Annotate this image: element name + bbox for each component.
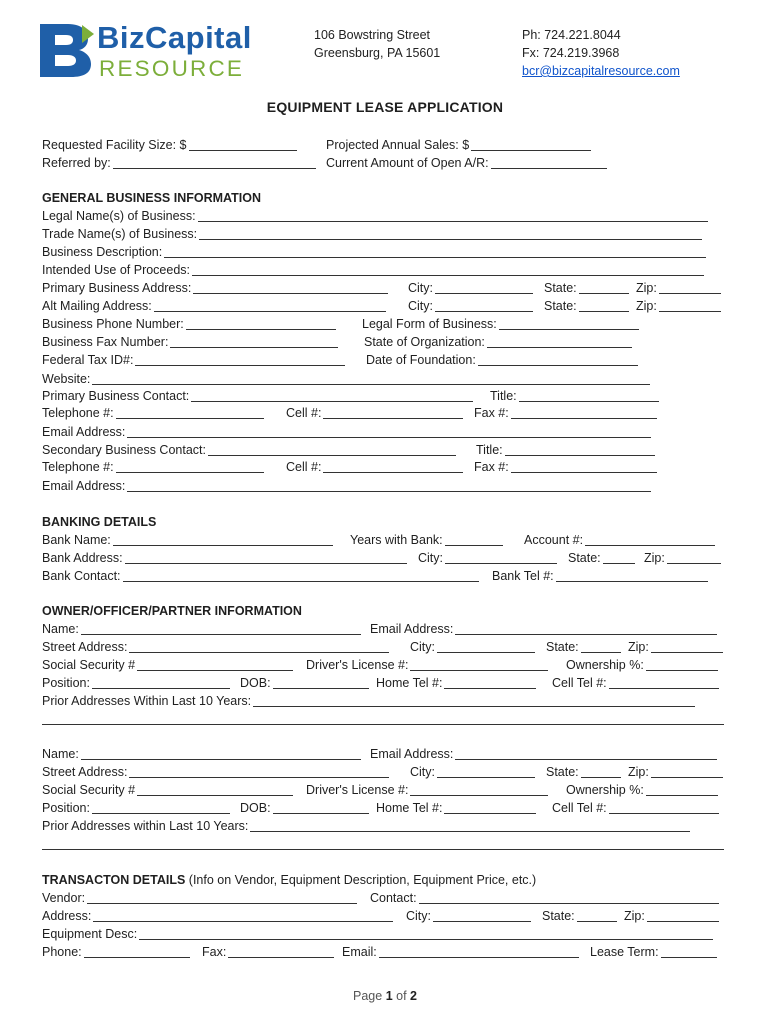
page-word: Page (353, 989, 383, 1003)
secondary-fax-field[interactable] (511, 460, 657, 473)
primary-address-label: Primary Business Address: (42, 281, 192, 295)
fax-label: Fax #: (474, 406, 509, 420)
company-contact (522, 26, 680, 80)
zip-label: Zip: (636, 281, 657, 295)
description-label: Business Description: (42, 245, 163, 259)
row-owner2-prior-cont (42, 836, 724, 852)
open-ar-field[interactable] (491, 156, 607, 169)
open-ar-label: Current Amount of Open A/R: (326, 156, 489, 170)
facility-size-field[interactable] (189, 138, 297, 151)
bank-state-field[interactable] (603, 551, 635, 564)
tax-id-label: Federal Tax ID#: (42, 353, 134, 367)
description-field[interactable] (164, 245, 706, 258)
bank-name-field[interactable] (113, 533, 333, 546)
use-of-proceeds-field[interactable] (192, 263, 704, 276)
legal-form-label: Legal Form of Business: (362, 317, 497, 331)
row-primary-email (42, 424, 651, 440)
years-label: Years with Bank: (350, 533, 443, 547)
facility-size-label: Requested Facility Size: $ (42, 138, 187, 152)
business-phone-field[interactable] (186, 317, 336, 330)
vendor-label: Vendor: (42, 891, 86, 905)
lease-term-field[interactable] (661, 945, 717, 958)
primary-zip-field[interactable] (659, 281, 721, 294)
secondary-cell-field[interactable] (323, 460, 463, 473)
owner1-prior-field-2[interactable] (42, 712, 724, 725)
secondary-contact-field[interactable] (208, 443, 456, 456)
name-label: Name: (42, 747, 79, 761)
owner1-email-field[interactable] (455, 622, 717, 635)
position-label: Position: (42, 801, 90, 815)
owner1-home-tel-field[interactable] (444, 676, 536, 689)
bank-address-field[interactable] (125, 551, 407, 564)
referred-by-label: Referred by: (42, 156, 111, 170)
contact-label: Contact: (370, 891, 417, 905)
owner2-ssn-field[interactable] (137, 783, 293, 796)
owner1-cell-tel-field[interactable] (609, 676, 719, 689)
trade-names-field[interactable] (199, 227, 702, 240)
primary-cell-field[interactable] (323, 406, 463, 419)
owner2-email-field[interactable] (455, 747, 717, 760)
owner2-license-field[interactable] (410, 783, 548, 796)
dob-label: DOB: (240, 676, 271, 690)
row-secondary-email (42, 478, 651, 494)
banking-heading: BANKING DETAILS (42, 515, 157, 529)
owner1-street-field[interactable] (129, 640, 389, 653)
of-word: of (396, 989, 407, 1003)
website-field[interactable] (92, 372, 650, 385)
vendor-city-field[interactable] (433, 909, 531, 922)
owner2-zip-field[interactable] (651, 765, 723, 778)
vendor-phone-field[interactable] (84, 945, 190, 958)
owner2-state-field[interactable] (581, 765, 621, 778)
cell-label: Cell #: (286, 460, 322, 474)
secondary-contact-label: Secondary Business Contact: (42, 443, 206, 457)
city-label: City: (410, 765, 435, 779)
vendor-fax-field[interactable] (228, 945, 334, 958)
cell-label: Cell #: (286, 406, 322, 420)
vendor-address-field[interactable] (93, 909, 393, 922)
title-label: Title: (490, 389, 517, 403)
primary-address-field[interactable] (193, 281, 388, 294)
row-owner1-prior-cont (42, 711, 724, 727)
logo-wordmark-resource: RESOURCE (99, 56, 245, 81)
secondary-title-field[interactable] (505, 443, 655, 456)
vendor-field[interactable] (87, 891, 357, 904)
secondary-email-field[interactable] (127, 479, 651, 492)
street-label: Street Address: (42, 765, 128, 779)
owner1-state-field[interactable] (581, 640, 621, 653)
row-use-of-proceeds (42, 262, 704, 278)
state-org-label: State of Organization: (364, 335, 485, 349)
state-label: State: (544, 299, 577, 313)
owner2-city-field[interactable] (437, 765, 535, 778)
owner2-name-field[interactable] (81, 747, 361, 760)
page-current: 1 (385, 989, 393, 1003)
city-label: City: (408, 299, 433, 313)
street-label: Street Address: (42, 640, 128, 654)
referred-by-field[interactable] (113, 156, 316, 169)
primary-city-field[interactable] (435, 281, 533, 294)
ownership-label: Ownership %: (566, 658, 644, 672)
vendor-state-field[interactable] (577, 909, 617, 922)
state-label: State: (568, 551, 601, 565)
cell-tel-label: Cell Tel #: (552, 676, 607, 690)
owner2-cell-tel-field[interactable] (609, 801, 719, 814)
primary-title-field[interactable] (519, 389, 659, 402)
owner1-zip-field[interactable] (651, 640, 723, 653)
zip-label: Zip: (628, 765, 649, 779)
owner2-prior-field-2[interactable] (42, 837, 724, 850)
phone-number: Ph: 724.221.8044 (522, 28, 621, 42)
phone-label: Phone: (42, 945, 82, 959)
alt-state-field[interactable] (579, 299, 629, 312)
primary-state-field[interactable] (579, 281, 629, 294)
state-label: State: (546, 765, 579, 779)
tax-id-field[interactable] (135, 353, 345, 366)
license-label: Driver's License #: (306, 658, 409, 672)
owner1-position-field[interactable] (92, 676, 230, 689)
equipment-desc-label: Equipment Desc: (42, 927, 138, 941)
years-field[interactable] (445, 533, 503, 546)
row-owner2-prior (42, 818, 690, 834)
use-of-proceeds-label: Intended Use of Proceeds: (42, 263, 191, 277)
business-fax-field[interactable] (170, 335, 338, 348)
owner1-license-field[interactable] (410, 658, 548, 671)
fax-label: Fax #: (474, 460, 509, 474)
row-trade-names (42, 226, 702, 242)
business-phone-label: Business Phone Number: (42, 317, 184, 331)
address-label: Address: (42, 909, 92, 923)
title-label: Title: (476, 443, 503, 457)
annual-sales-label: Projected Annual Sales: $ (326, 138, 470, 152)
row-owner1-prior (42, 693, 695, 709)
owner2-position-field[interactable] (92, 801, 230, 814)
transaction-heading-text: TRANSACTON DETAILS (42, 873, 186, 887)
prior-label: Prior Addresses Within Last 10 Years: (42, 694, 252, 708)
alt-address-label: Alt Mailing Address: (42, 299, 152, 313)
home-tel-label: Home Tel #: (376, 676, 443, 690)
ssn-label: Social Security # (42, 658, 136, 672)
vendor-contact-field[interactable] (419, 891, 719, 904)
account-field[interactable] (585, 533, 715, 546)
account-label: Account #: (524, 533, 584, 547)
vendor-zip-field[interactable] (647, 909, 719, 922)
owner1-ssn-field[interactable] (137, 658, 293, 671)
row-website (42, 371, 650, 387)
primary-fax-field[interactable] (511, 406, 657, 419)
email-label: Email: (342, 945, 377, 959)
owner1-city-field[interactable] (437, 640, 535, 653)
city-label: City: (406, 909, 431, 923)
bank-zip-field[interactable] (667, 551, 721, 564)
page-number (0, 989, 770, 1003)
owner2-dob-field[interactable] (273, 801, 369, 814)
general-heading: GENERAL BUSINESS INFORMATION (42, 191, 261, 205)
bank-tel-label: Bank Tel #: (492, 569, 554, 583)
zip-label: Zip: (624, 909, 645, 923)
state-label: State: (544, 281, 577, 295)
prior-label: Prior Addresses within Last 10 Years: (42, 819, 249, 833)
address-line-1: 106 Bowstring Street (314, 28, 431, 42)
company-address (314, 26, 440, 62)
name-label: Name: (42, 622, 79, 636)
legal-names-label: Legal Name(s) of Business: (42, 209, 196, 223)
owner-heading: OWNER/OFFICER/PARTNER INFORMATION (42, 604, 302, 618)
telephone-label: Telephone #: (42, 406, 114, 420)
owner2-ownership-field[interactable] (646, 783, 718, 796)
zip-label: Zip: (636, 299, 657, 313)
city-label: City: (408, 281, 433, 295)
ssn-label: Social Security # (42, 783, 136, 797)
state-org-field[interactable] (487, 335, 632, 348)
page-total: 2 (410, 989, 417, 1003)
home-tel-label: Home Tel #: (376, 801, 443, 815)
bank-address-label: Bank Address: (42, 551, 123, 565)
date-founded-label: Date of Foundation: (366, 353, 476, 367)
row-equipment-desc (42, 926, 713, 942)
zip-label: Zip: (644, 551, 665, 565)
primary-telephone-field[interactable] (116, 406, 264, 419)
position-label: Position: (42, 676, 90, 690)
owner1-prior-field[interactable] (253, 694, 695, 707)
owner2-prior-field[interactable] (250, 819, 690, 832)
date-founded-field[interactable] (478, 353, 638, 366)
alt-zip-field[interactable] (659, 299, 721, 312)
transaction-heading (42, 872, 536, 888)
bank-city-field[interactable] (445, 551, 557, 564)
owner2-home-tel-field[interactable] (444, 801, 536, 814)
primary-contact-field[interactable] (191, 389, 473, 402)
email-link[interactable]: bcr@bizcapitalresource.com (522, 64, 680, 78)
email-label: Email Address: (42, 425, 126, 439)
city-label: City: (410, 640, 435, 654)
business-fax-label: Business Fax Number: (42, 335, 169, 349)
legal-names-field[interactable] (198, 209, 708, 222)
transaction-heading-note: (Info on Vendor, Equipment Description, Equipment Price, etc.) (188, 873, 537, 887)
email-label: Email Address: (370, 747, 454, 761)
bank-contact-field[interactable] (123, 569, 479, 582)
zip-label: Zip: (628, 640, 649, 654)
document-title: EQUIPMENT LEASE APPLICATION (266, 99, 504, 115)
website-label: Website: (42, 372, 91, 386)
secondary-telephone-field[interactable] (116, 460, 264, 473)
ownership-label: Ownership %: (566, 783, 644, 797)
state-label: State: (542, 909, 575, 923)
fax-label: Fax: (202, 945, 227, 959)
equipment-desc-field[interactable] (139, 927, 713, 940)
logo-wordmark-bizcapital: BizCapital (97, 20, 252, 55)
owner1-name-field[interactable] (81, 622, 361, 635)
lease-term-label: Lease Term: (590, 945, 659, 959)
city-label: City: (418, 551, 443, 565)
cell-tel-label: Cell Tel #: (552, 801, 607, 815)
license-label: Driver's License #: (306, 783, 409, 797)
address-line-2: Greensburg, PA 15601 (314, 46, 441, 60)
vendor-email-field[interactable] (379, 945, 579, 958)
owner1-ownership-field[interactable] (646, 658, 718, 671)
row-description (42, 244, 706, 260)
row-legal-names (42, 208, 708, 224)
owner1-dob-field[interactable] (273, 676, 369, 689)
alt-address-field[interactable] (154, 299, 386, 312)
logo-b-icon (38, 22, 96, 78)
alt-city-field[interactable] (435, 299, 533, 312)
primary-contact-label: Primary Business Contact: (42, 389, 190, 403)
annual-sales-field[interactable] (471, 138, 591, 151)
telephone-label: Telephone #: (42, 460, 114, 474)
trade-names-label: Trade Name(s) of Business: (42, 227, 198, 241)
bank-tel-field[interactable] (556, 569, 708, 582)
bank-contact-label: Bank Contact: (42, 569, 121, 583)
email-label: Email Address: (42, 479, 126, 493)
fax-number: Fx: 724.219.3968 (522, 46, 620, 60)
email-label: Email Address: (370, 622, 454, 636)
dob-label: DOB: (240, 801, 271, 815)
legal-form-field[interactable] (499, 317, 639, 330)
bank-name-label: Bank Name: (42, 533, 111, 547)
state-label: State: (546, 640, 579, 654)
owner2-street-field[interactable] (129, 765, 389, 778)
primary-email-field[interactable] (127, 425, 651, 438)
bizcapital-logo (38, 22, 258, 82)
